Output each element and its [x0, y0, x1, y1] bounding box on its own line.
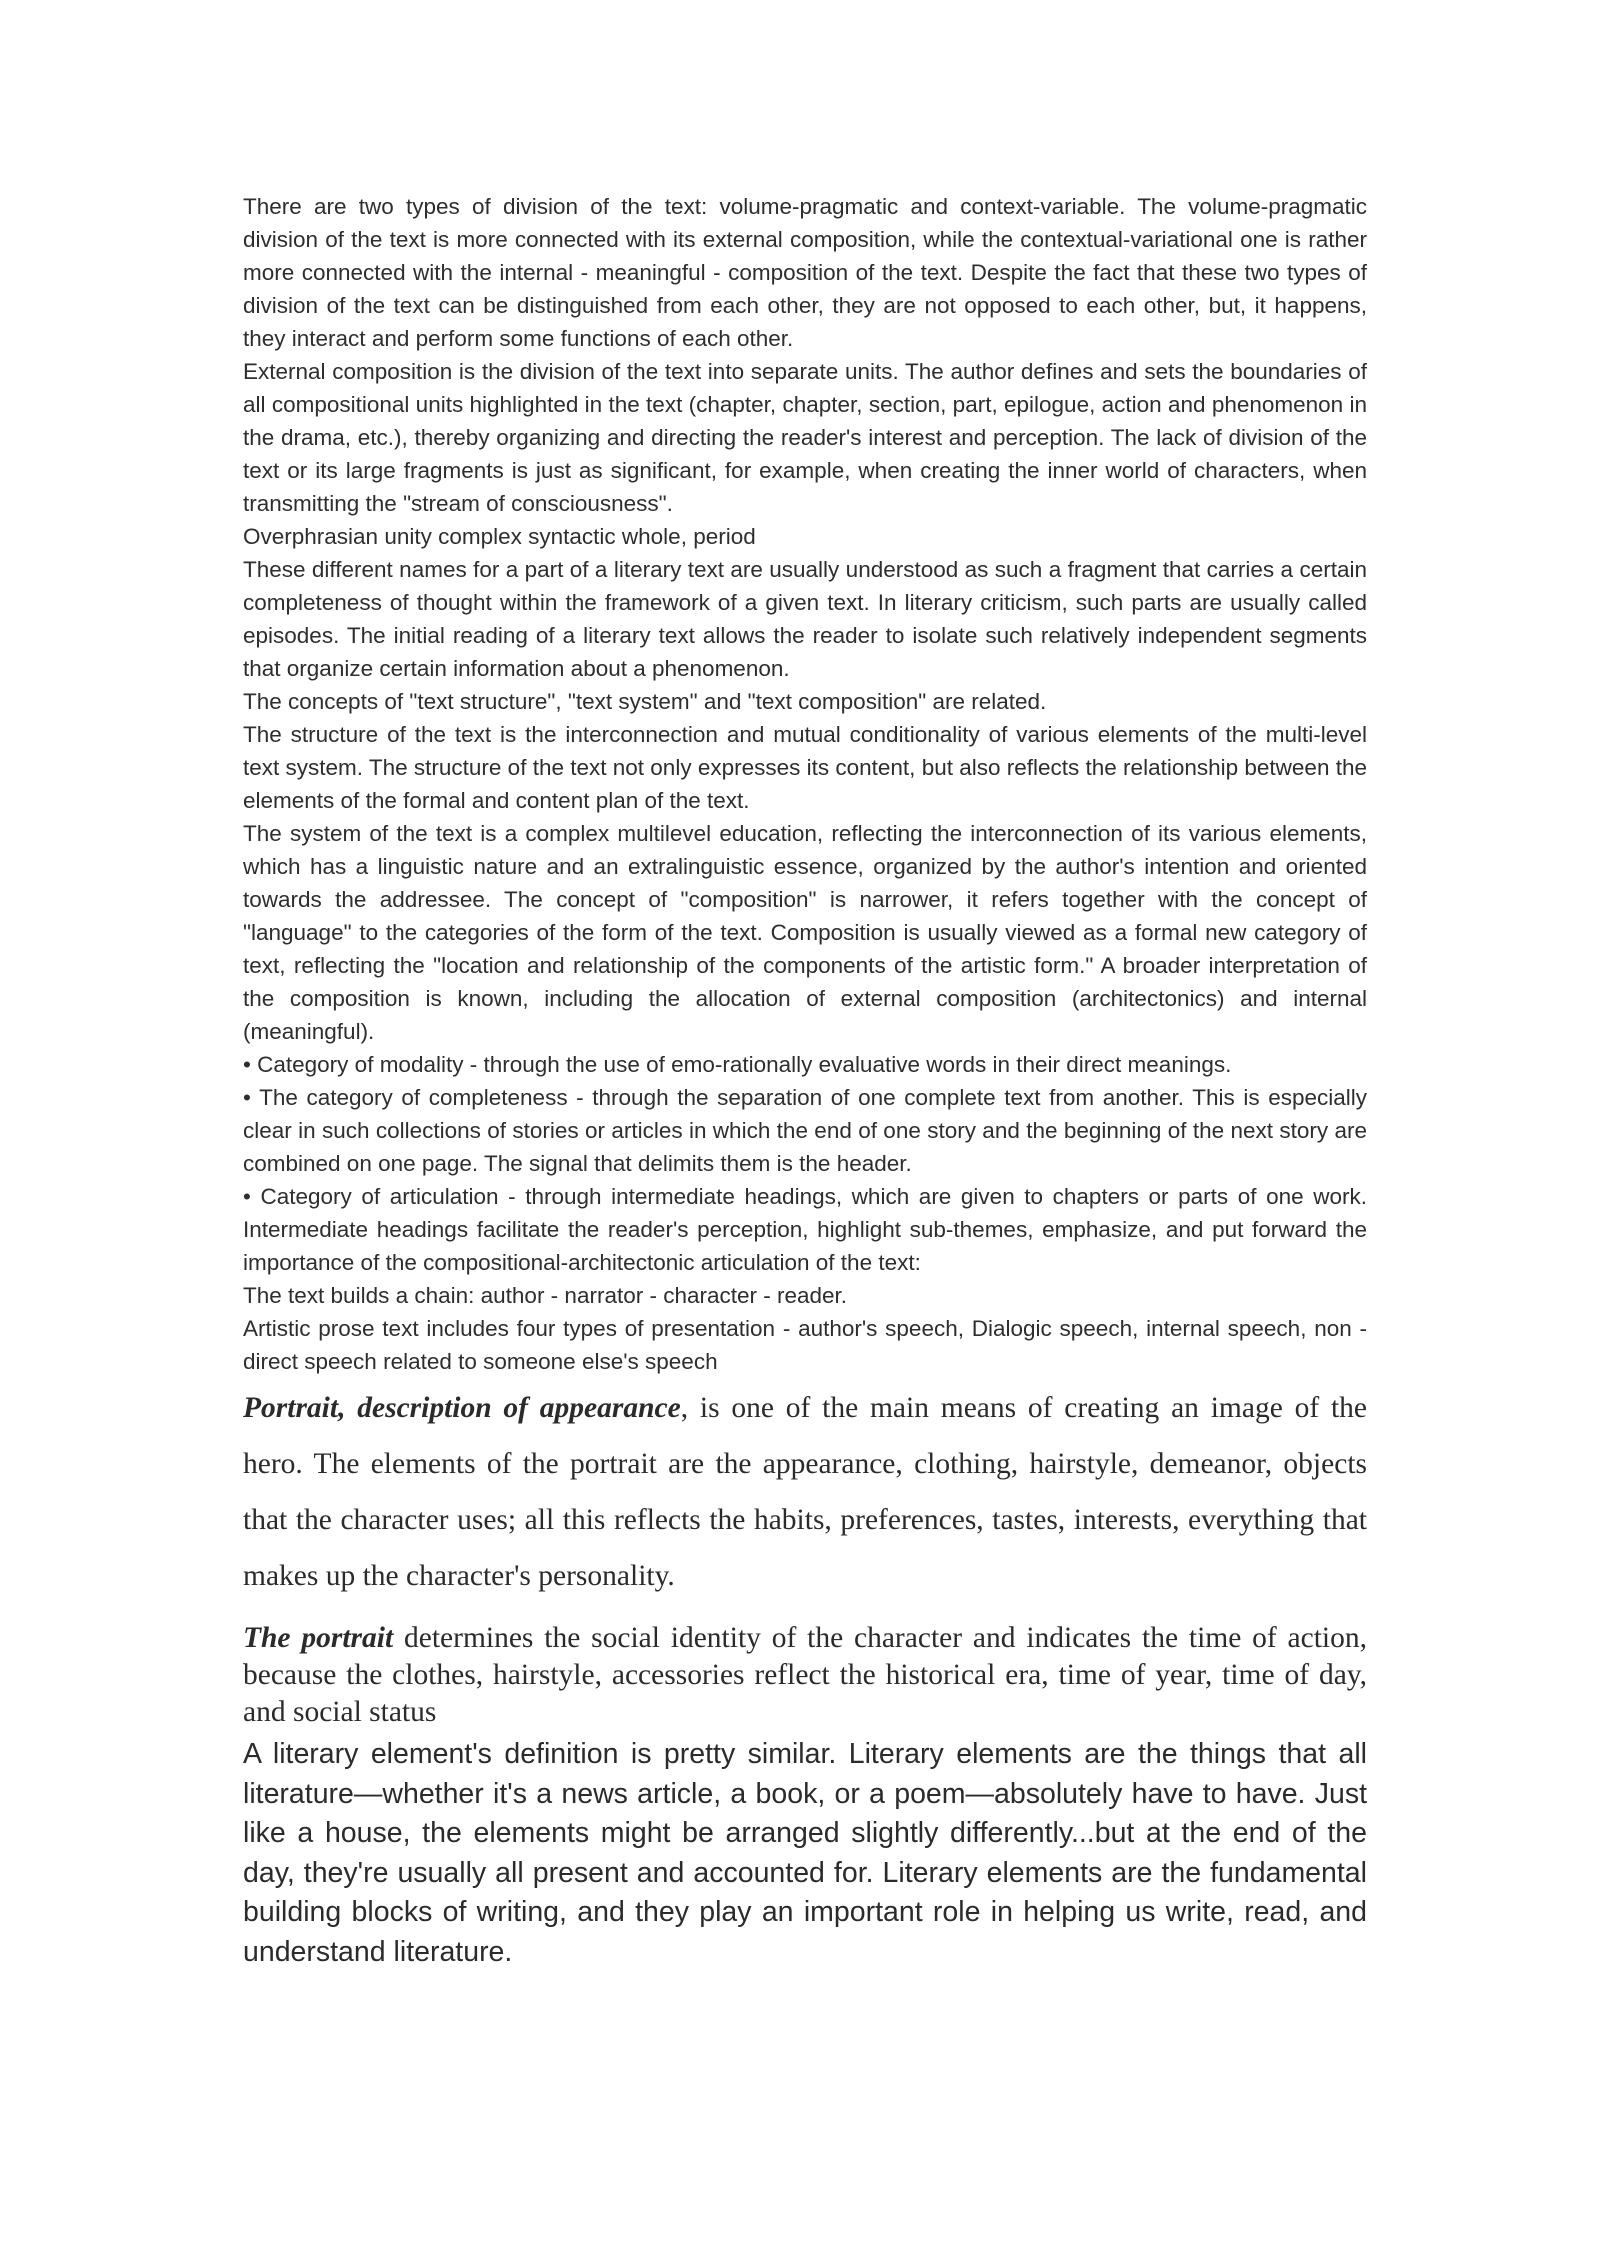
- paragraph-presentation-types: Artistic prose text includes four types of presentation - author's speech, Dialogic speech, internal speech, non - direct speech related to someone else's speech: [243, 1316, 1367, 1374]
- the-portrait-lead: The portrait: [243, 1622, 394, 1654]
- paragraph-the-portrait: [243, 1620, 1367, 1731]
- paragraph-external-composition: External composition is the division of the text into separate units. The author defines and sets the boundaries of all compositional units highlighted in the text (chapter, chapter, section, part, epilogue, action and phenomenon in the drama, etc.), thereby organizing and directing the reader's interest and perception. The lack of division of the text or its large fragments is just as significant, for example, when creating the inner world of characters, when transmitting the "stream of consciousness".: [243, 359, 1367, 516]
- paragraph-episodes: These different names for a part of a literary text are usually understood as such a fragment that carries a certain completeness of thought within the framework of a given text. In literary criticism, such parts are usually called episodes. The initial reading of a literary text allows the reader to isolate such relatively independent segments that organize certain information about a phenomenon.: [243, 557, 1367, 681]
- paragraph-concepts: The concepts of "text structure", "text system" and "text composition" are related.: [243, 689, 1047, 714]
- the-portrait-text: determines the social identity of the character and indicates the time of action, because the clothes, hairstyle, accessories reflect the historical era, time of year, time of day, and social status: [243, 1622, 1367, 1728]
- document-page: [243, 190, 1367, 1972]
- bullet-completeness: • The category of completeness - through the separation of one complete text from another. This is especially clear in such collections of stories or articles in which the end of one story and the beginning of the next story are combined on one page. The signal that delimits them is the header.: [243, 1085, 1367, 1176]
- paragraph-text-structure: The structure of the text is the interconnection and mutual conditionality of various elements of the multi-level text system. The structure of the text not only expresses its content, but also reflects the relationship between the elements of the formal and content plan of the text.: [243, 722, 1367, 813]
- paragraph-overphrasian-unity: Overphrasian unity complex syntactic whole, period: [243, 524, 756, 549]
- bullet-modality: • Category of modality - through the use of emo-rationally evaluative words in their direct meanings.: [243, 1052, 1232, 1077]
- paragraph-division-types: There are two types of division of the text: volume-pragmatic and context-variable. The volume-pragmatic division of the text is more connected with its external composition, while the contextual-variational one is rather more connected with the internal - meaningful - composition of the text. Despite the fact that these two types of division of the text can be distinguished from each other, they are not opposed to each other, but, it happens, they interact and perform some functions of each other.: [243, 194, 1367, 351]
- bullet-articulation: • Category of articulation - through intermediate headings, which are given to chapters or parts of one work. Intermediate headings facilitate the reader's perception, highlight sub-themes, emphasize, and put forward the importance of the compositional-architectonic articulation of the text:: [243, 1184, 1367, 1275]
- paragraph-literary-element: A literary element's definition is pretty similar. Literary elements are the things that all literature—whether it's a news article, a book, or a poem—absolutely have to have. Just like a house, the elements might be arranged slightly differently...but at the end of the day, they're usually all present and accounted for. Literary elements are the fundamental building blocks of writing, and they play an important role in helping us write, read, and understand literature.: [243, 1738, 1367, 1968]
- paragraph-chain: The text builds a chain: author - narrator - character - reader.: [243, 1283, 848, 1308]
- portrait-text: , is one of the main means of creating an image of the hero. The elements of the portrait are the appearance, clothing, hairstyle, demeanor, objects that the character uses; all this reflects the habits, preferences, tastes, interests, everything that makes up the character's personality.: [243, 1392, 1367, 1592]
- paragraph-text-system: The system of the text is a complex multilevel education, reflecting the interconnection of its various elements, which has a linguistic nature and an extralinguistic essence, organized by the author's intention and oriented towards the addressee. The concept of "composition" is narrower, it refers together with the concept of "language" to the categories of the form of the text. Composition is usually viewed as a formal new category of text, reflecting the "location and relationship of the components of the artistic form." A broader interpretation of the composition is known, including the allocation of external composition (architectonics) and internal (meaningful).: [243, 821, 1367, 1044]
- paragraph-portrait: [243, 1380, 1367, 1604]
- portrait-lead: Portrait, description of appearance: [243, 1392, 681, 1424]
